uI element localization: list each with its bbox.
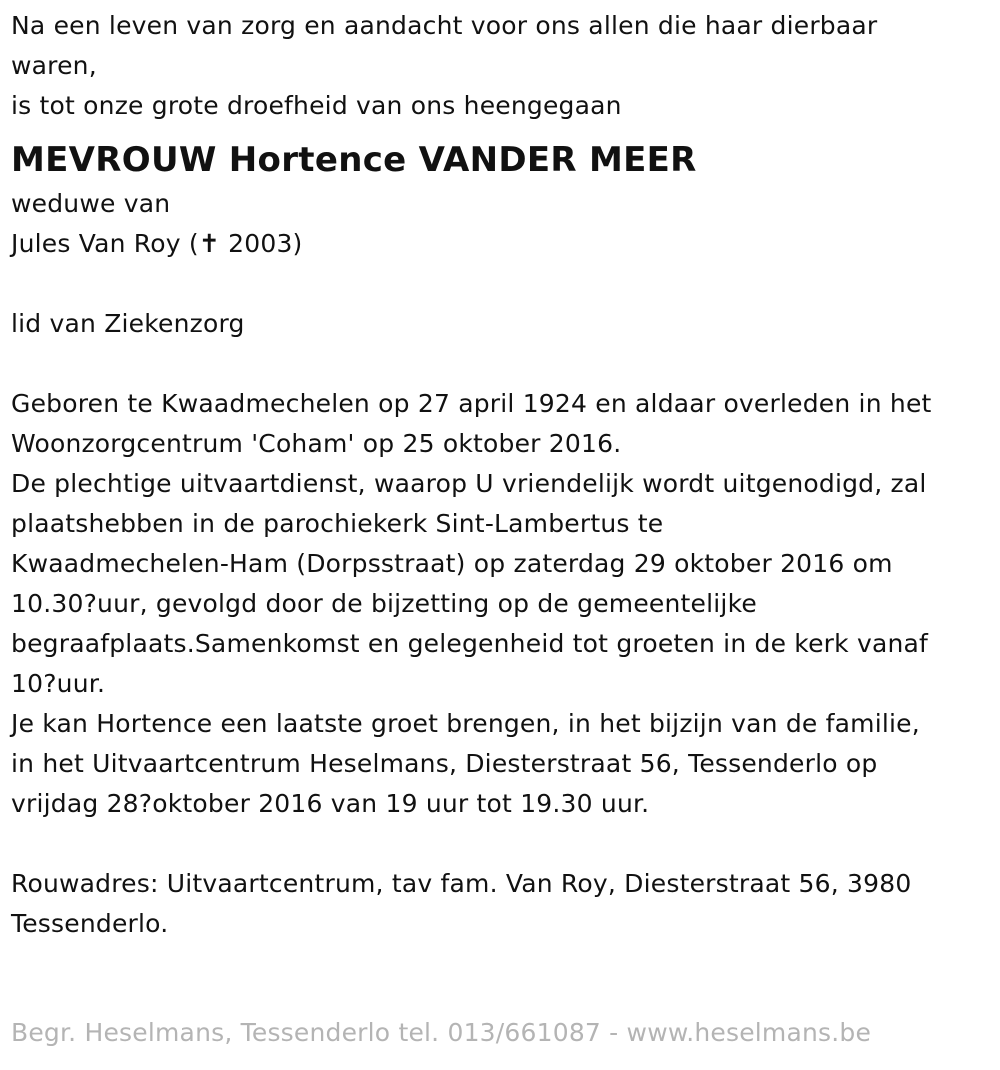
spacer [11, 344, 986, 384]
body-text [11, 384, 986, 824]
spouse-text: Jules Van Roy (✝ 2003) [11, 229, 303, 258]
body-line: Woonzorgcentrum 'Coham' op 25 oktober 2016. [11, 429, 622, 458]
address-line: Rouwadres: Uitvaartcentrum, tav fam. Van Roy, Diesterstraat 56, 3980 [11, 869, 912, 898]
body-line: begraafplaats.Samenkomst en gelegenheid tot groeten in de kerk vanaf [11, 629, 929, 658]
body-line: Geboren te Kwaadmechelen op 27 april 1924 en aldaar overleden in het [11, 389, 932, 418]
body-line: plaatshebben in de parochiekerk Sint-Lambertus te [11, 509, 664, 538]
intro-text [11, 6, 986, 126]
obituary-notice [11, 6, 986, 944]
body-line: 10?uur. [11, 669, 106, 698]
body-line: 10.30?uur, gevolgd door de bijzetting op de gemeentelijke [11, 589, 757, 618]
address-line: Tessenderlo. [11, 909, 169, 938]
intro-line: waren, [11, 51, 97, 80]
body-line: De plechtige uitvaartdienst, waarop U vriendelijk wordt uitgenodigd, zal [11, 469, 927, 498]
relation-text: weduwe van [11, 189, 171, 218]
body-line: in het Uitvaartcentrum Heselmans, Diesterstraat 56, Tessenderlo op [11, 749, 878, 778]
deceased-name: MEVROUW Hortence VANDER MEER [11, 140, 697, 180]
intro-line: is tot onze grote droefheid van ons heengegaan [11, 91, 622, 120]
body-line: Kwaadmechelen-Ham (Dorpsstraat) op zaterdag 29 oktober 2016 om [11, 549, 893, 578]
body-line: Je kan Hortence een laatste groet brengen, in het bijzijn van de familie, [11, 709, 920, 738]
spacer [11, 264, 986, 304]
body-line: vrijdag 28?oktober 2016 van 19 uur tot 19.30 uur. [11, 789, 650, 818]
intro-line: Na een leven van zorg en aandacht voor ons allen die haar dierbaar [11, 11, 878, 40]
funeral-home-footer: Begr. Heselmans, Tessenderlo tel. 013/661087 - www.heselmans.be [11, 1018, 872, 1047]
spacer [11, 824, 986, 864]
membership-text: lid van Ziekenzorg [11, 309, 245, 338]
mourning-address [11, 864, 986, 944]
